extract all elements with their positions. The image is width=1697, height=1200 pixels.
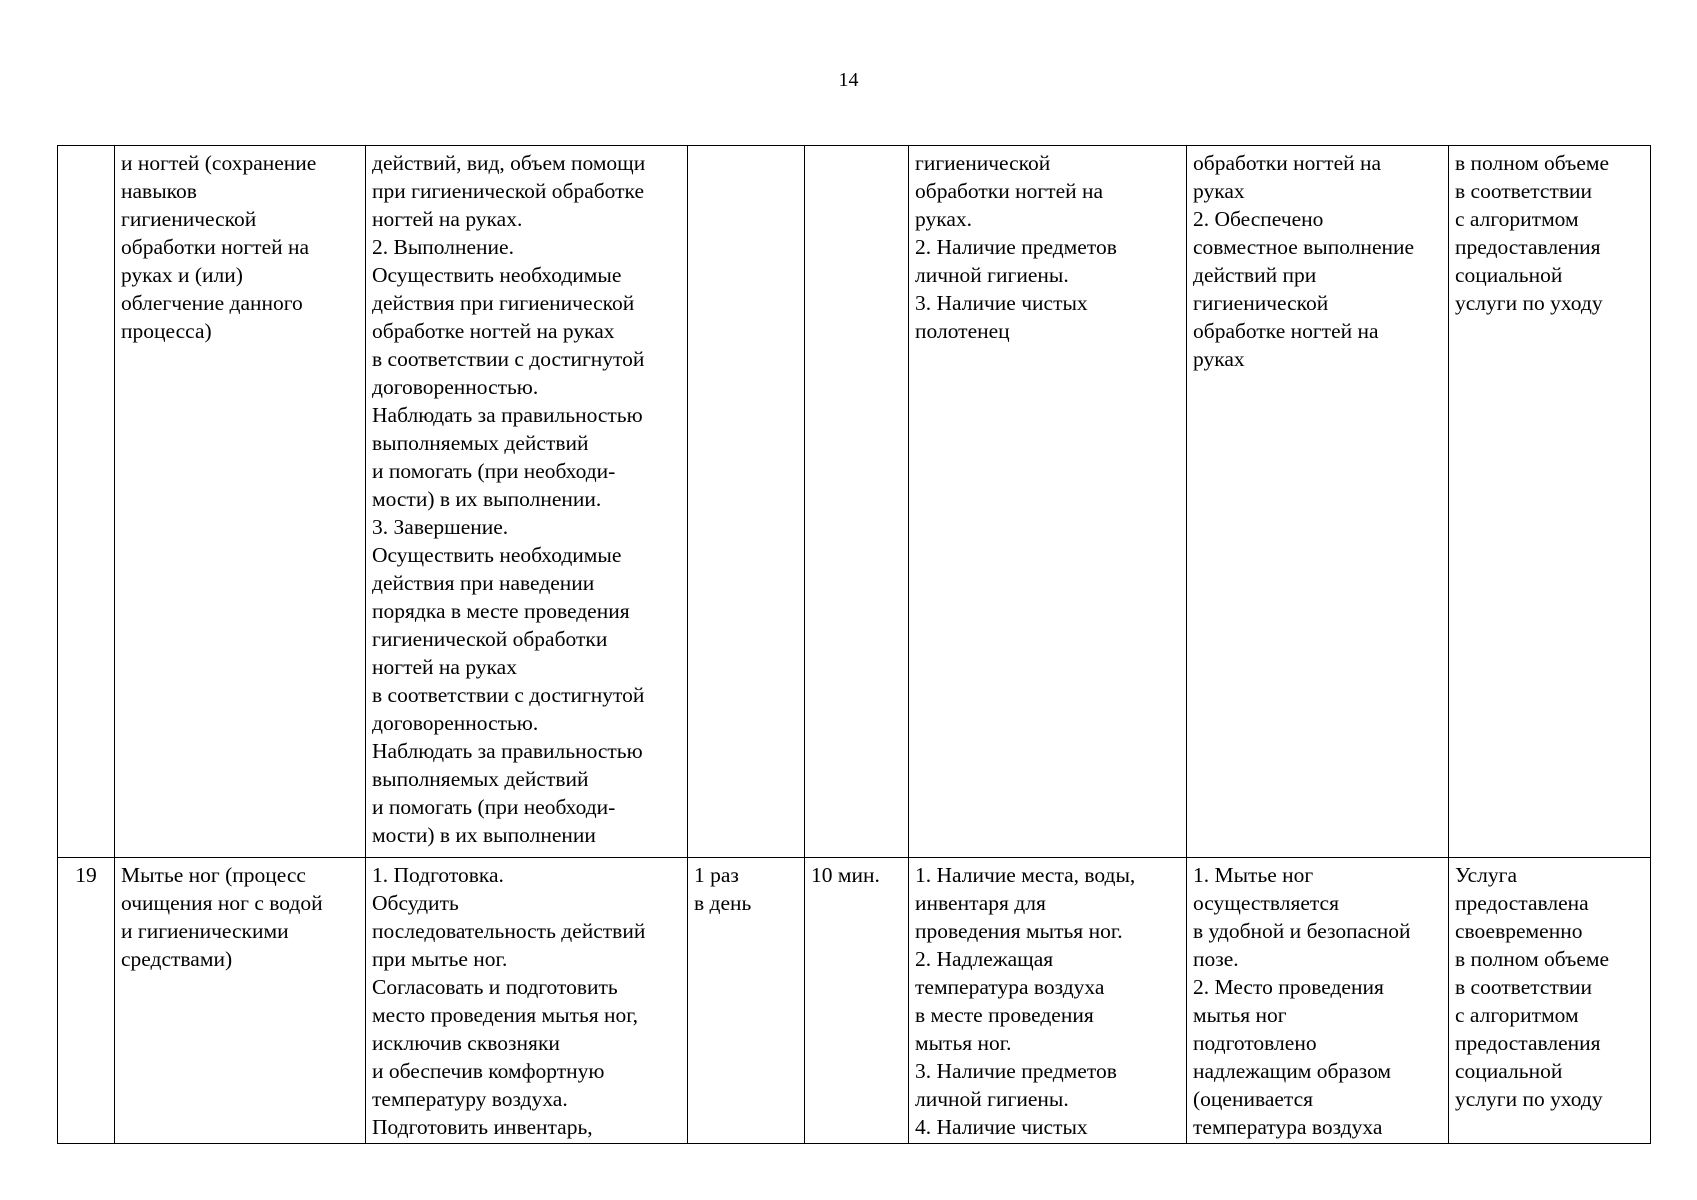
service-name-cell: и ногтей (сохранение навыков гигиенической обработки ногтей на руках и (или) облегчение данного процесса) (115, 146, 366, 858)
page-number: 14 (838, 69, 859, 91)
evaluation-cell: в полном объеме в соответствии с алгоритмом предоставления социальной услуги по уходу (1449, 146, 1651, 858)
row-number-cell: 19 (58, 858, 115, 1144)
service-name-cell: Мытье ног (процесс очищения ног с водой и гигиеническими средствами) (115, 858, 366, 1144)
evaluation-cell: Услуга предоставлена своевременно в полном объеме в соответствии с алгоритмом предоставления социальной услуги по уходу (1449, 858, 1651, 1144)
service-actions-cell: 1. Подготовка. Обсудить последовательность действий при мытье ног. Согласовать и подготовить место проведения мытья ног, исключив сквозняки и обеспечив комфортную температуру воздуха. Подготовить инвентарь, (366, 858, 688, 1144)
quality-indicators-cell: 1. Мытье ног осуществляется в удобной и безопасной позе. 2. Место проведения мытья ног подготовлено надлежащим образом (оценивается температура воздуха (1187, 858, 1449, 1144)
conditions-cell: гигиенической обработки ногтей на руках. 2. Наличие предметов личной гигиены. 3. Наличие чистых полотенец (909, 146, 1187, 858)
table-row (58, 146, 1651, 858)
frequency-cell: 1 раз в день (688, 858, 805, 1144)
service-actions-cell: действий, вид, объем помощи при гигиенической обработке ногтей на руках. 2. Выполнение. Осуществить необходимые действия при гигиенической обработке ногтей на руках в соответствии с достигнутой договоренностью. Наблюдать за правильностью выполняемых действий и помогать (при необходи- мости) в их выполнении. 3. Завершение. Осуществить необходимые действия при наведении порядка в месте проведения гигиенической обработки ногтей на руках в соответствии с достигнутой договоренностью. Наблюдать за правильностью выполняемых действий и помогать (при необходи- мости) в их выполнении (366, 146, 688, 858)
row-number-cell (58, 146, 115, 858)
service-table (57, 145, 1651, 1144)
duration-cell: 10 мин. (805, 858, 909, 1144)
table-row (58, 858, 1651, 1144)
quality-indicators-cell: обработки ногтей на руках 2. Обеспечено совместное выполнение действий при гигиенической обработке ногтей на руках (1187, 146, 1449, 858)
frequency-cell (688, 146, 805, 858)
conditions-cell: 1. Наличие места, воды, инвентаря для проведения мытья ног. 2. Надлежащая температура воздуха в месте проведения мытья ног. 3. Наличие предметов личной гигиены. 4. Наличие чистых (909, 858, 1187, 1144)
duration-cell (805, 146, 909, 858)
